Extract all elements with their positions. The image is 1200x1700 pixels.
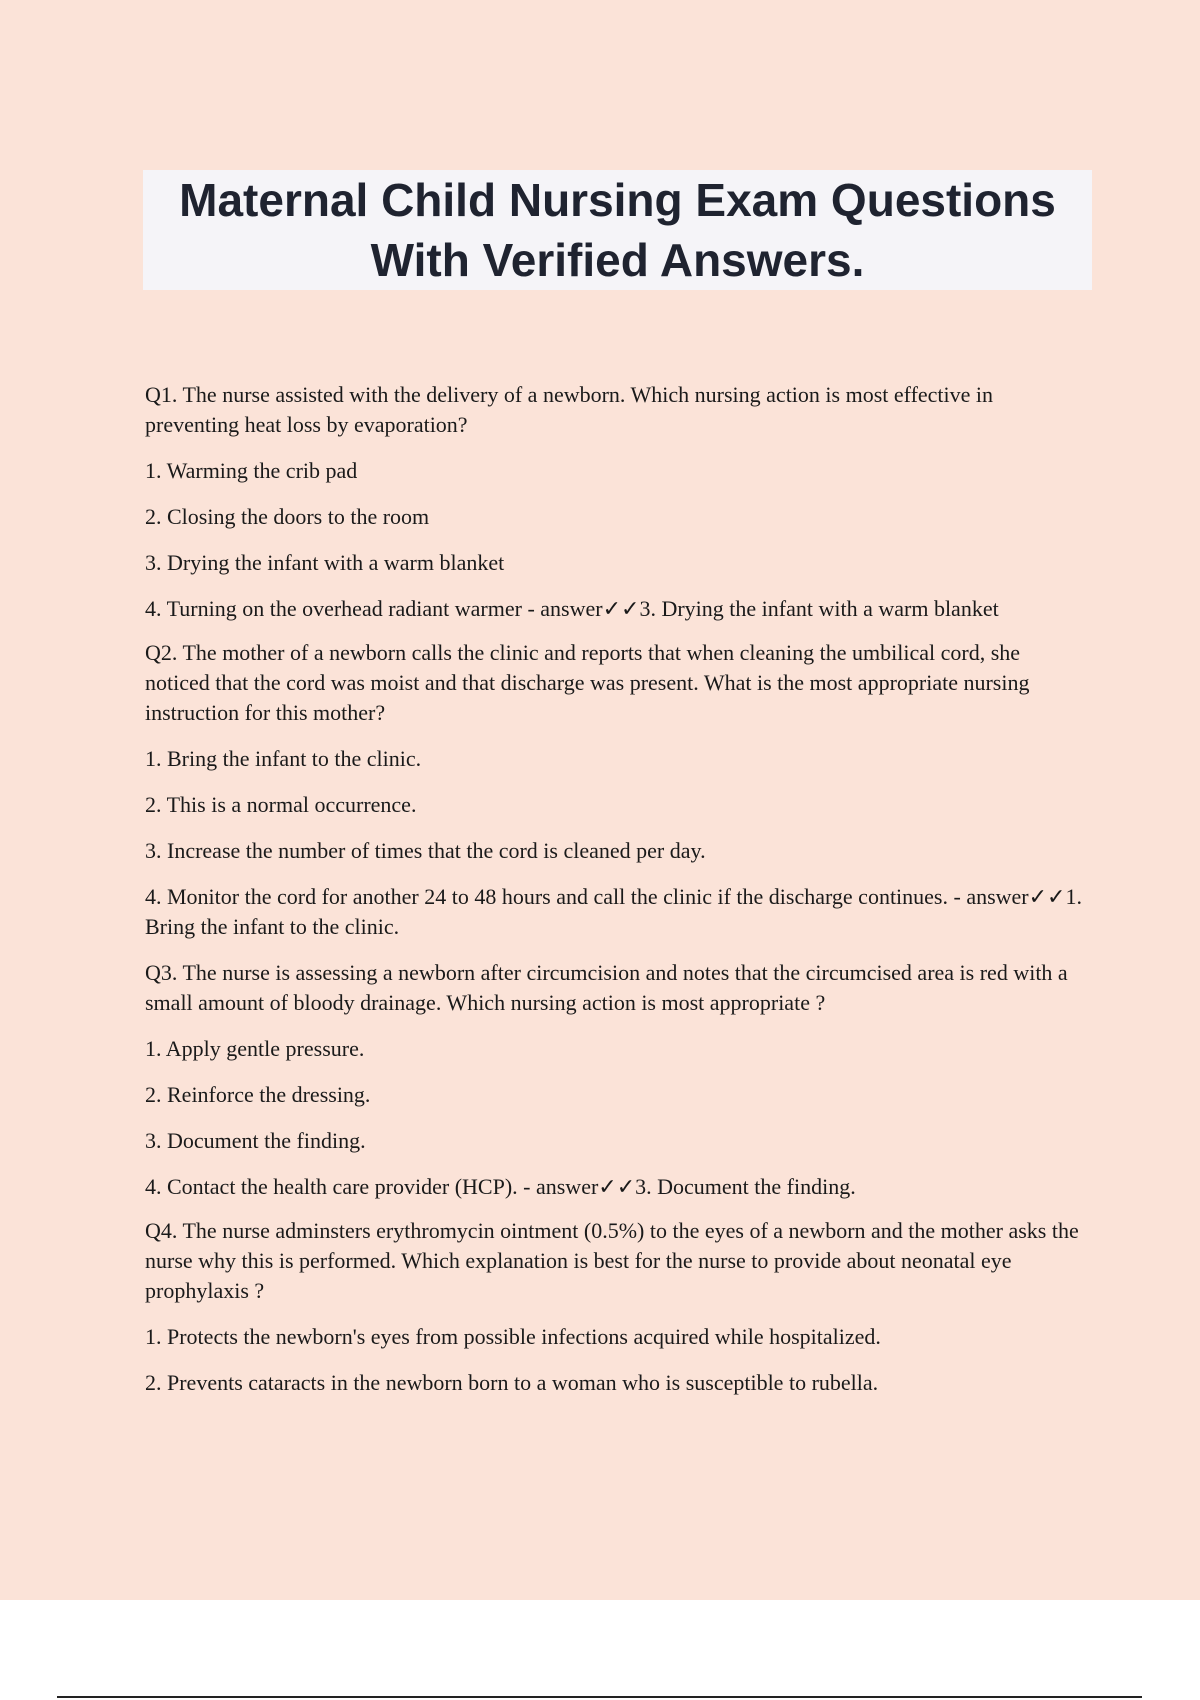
question-3-option-1: 1. Apply gentle pressure. <box>145 1036 365 1061</box>
question-1-option-2: 2. Closing the doors to the room <box>145 504 430 529</box>
document-title-line-1: Maternal Child Nursing Exam Questions <box>179 174 1056 226</box>
question-4-option-1: 1. Protects the newborn's eyes from possible infections acquired while hospitalized. <box>145 1324 881 1349</box>
question-list <box>145 380 1090 1414</box>
question-1-option-3: 3. Drying the infant with a warm blanket <box>145 550 505 575</box>
question-2-option-2: 2. This is a normal occurrence. <box>145 792 417 817</box>
footer-divider <box>57 1696 1142 1698</box>
question-2-option-1: 1. Bring the infant to the clinic. <box>145 746 422 771</box>
question-3-option-3: 3. Document the finding. <box>145 1128 366 1153</box>
document-title-line-2: With Verified Answers. <box>370 234 865 286</box>
question-3-option-2: 2. Reinforce the dressing. <box>145 1082 371 1107</box>
title-banner <box>143 170 1092 290</box>
question-4-option-2: 2. Prevents cataracts in the newborn born to a woman who is susceptible to rubella. <box>145 1370 879 1395</box>
question-1-option-4-answer: 4. Turning on the overhead radiant warmer - answer✓✓3. Drying the infant with a warm blanket <box>145 596 999 621</box>
question-2-option-3: 3. Increase the number of times that the cord is cleaned per day. <box>145 838 706 863</box>
question-3-option-4-answer: 4. Contact the health care provider (HCP). - answer✓✓3. Document the finding. <box>145 1174 856 1199</box>
question-1-option-1: 1. Warming the crib pad <box>145 458 358 483</box>
question-1-text: Q1. The nurse assisted with the delivery of a newborn. Which nursing action is most effective in preventing heat loss by evaporation? <box>145 382 994 437</box>
question-4-text: Q4. The nurse adminsters erythromycin ointment (0.5%) to the eyes of a newborn and the mother asks the nurse why this is performed. Which explanation is best for the nurse to provide about neonatal eye prophylaxis ? <box>145 1218 1079 1303</box>
question-3-text: Q3. The nurse is assessing a newborn after circumcision and notes that the circumcised area is red with a small amount of bloody drainage. Which nursing action is most appropriate ? <box>145 960 1068 1015</box>
question-2-text: Q2. The mother of a newborn calls the clinic and reports that when cleaning the umbilical cord, she noticed that the cord was moist and that discharge was present. What is the most appropriate nursing instruction for this mother? <box>145 640 1030 725</box>
question-2-option-4-answer: 4. Monitor the cord for another 24 to 48 hours and call the clinic if the discharge continues. - answer✓✓1. Bring the infant to the clinic. <box>145 884 1082 939</box>
